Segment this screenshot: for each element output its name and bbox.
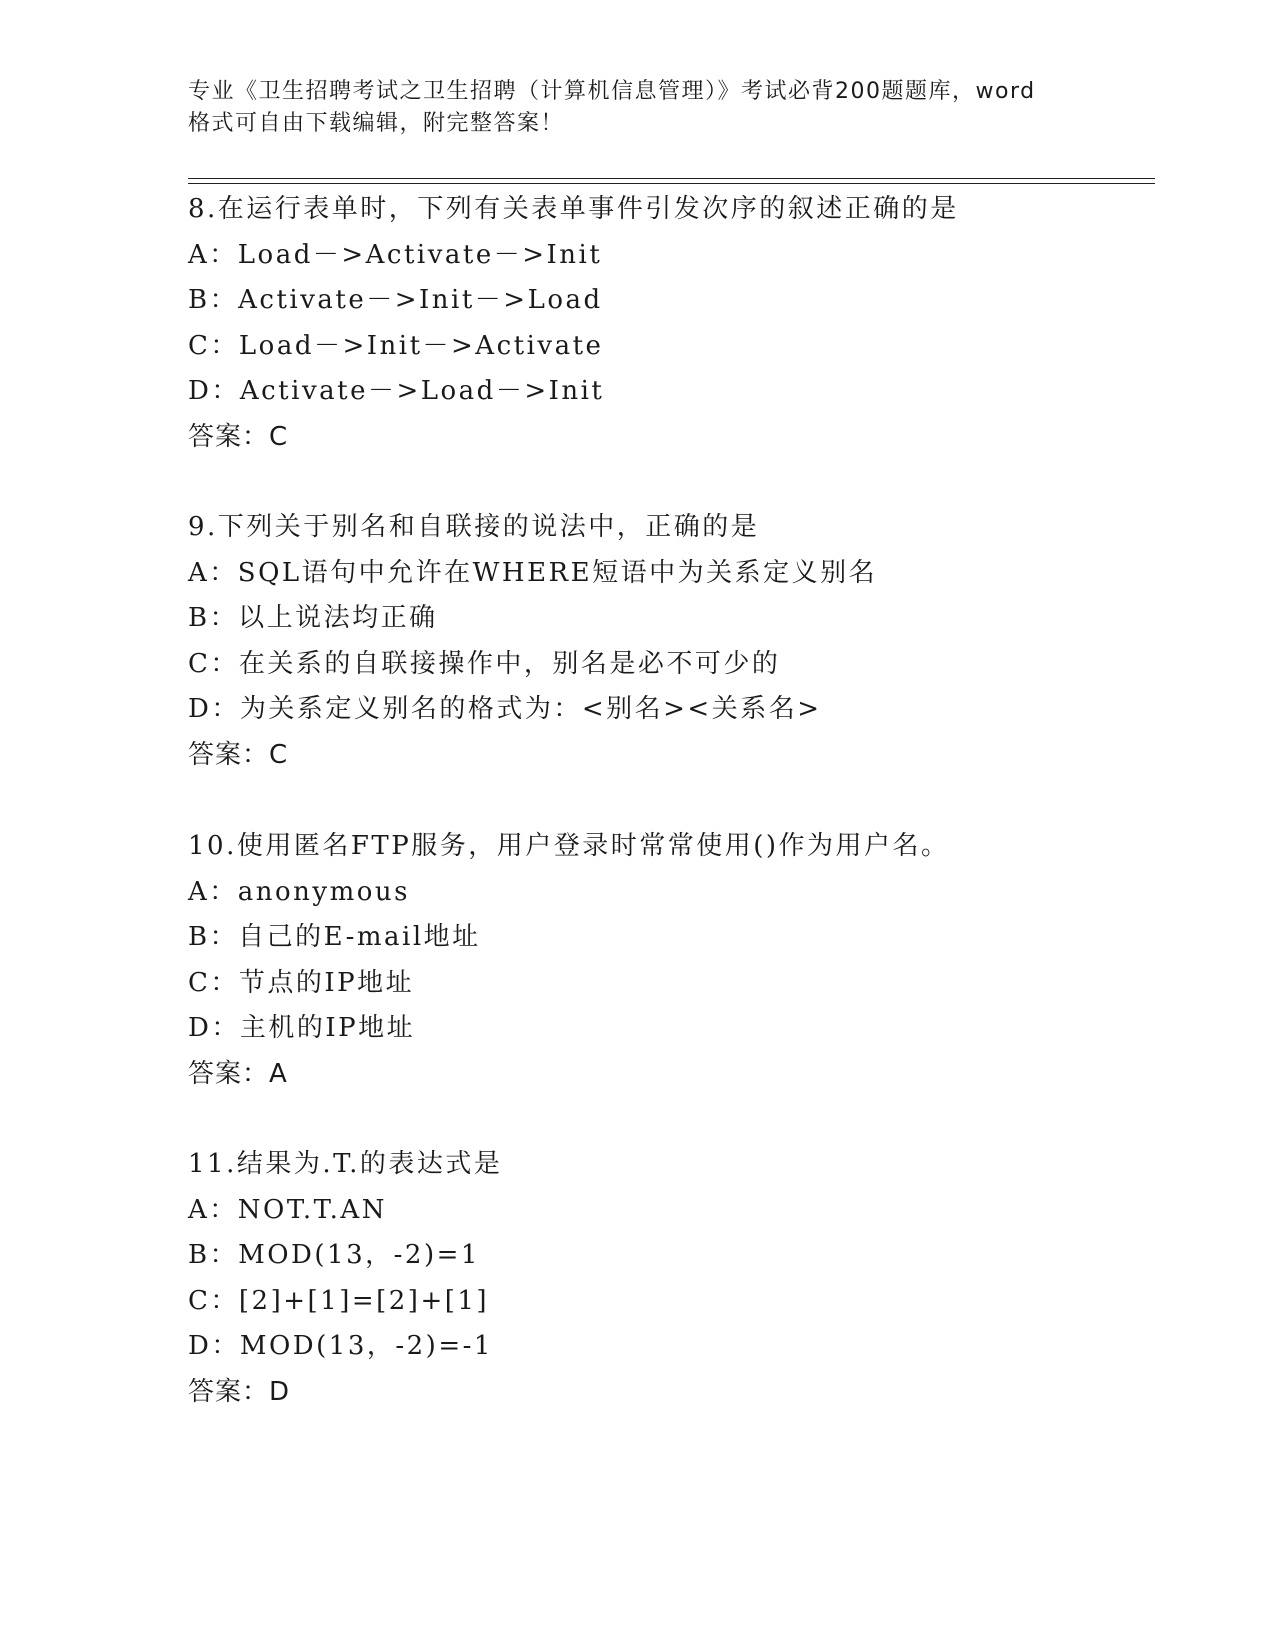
option-c: C：节点的IP地址	[188, 967, 415, 998]
option-d: D：MOD(13，-2)=-1	[188, 1331, 493, 1362]
header-divider-top	[188, 178, 1155, 179]
option-d: D：主机的IP地址	[188, 1013, 416, 1044]
option-a: A：Load－>Activate－>Init	[188, 239, 603, 270]
option-b: B：自己的E-mail地址	[188, 922, 481, 953]
option-a: A：SQL语句中允许在WHERE短语中为关系定义别名	[188, 557, 878, 588]
question-stem: 10.使用匿名FTP服务，用户登录时常常使用()作为用户名。	[188, 831, 950, 861]
question-9	[188, 505, 1148, 779]
header-line-2: 格式可自由下载编辑，附完整答案！	[188, 111, 565, 136]
question-10	[188, 824, 1148, 1098]
option-b: B：Activate－>Init－>Load	[188, 285, 603, 316]
document-header	[188, 76, 1088, 140]
option-a: A：anonymous	[188, 876, 411, 907]
option-b: B：MOD(13，-2)=1	[188, 1240, 480, 1271]
answer-line: 答案：C	[188, 739, 289, 770]
answer-line: 答案：C	[188, 421, 289, 452]
option-c: C：[2]+[1]=[2]+[1]	[188, 1285, 490, 1316]
header-line-1: 专业《卫生招聘考试之卫生招聘（计算机信息管理）》考试必背200题题库，word	[188, 79, 1036, 104]
option-d: D：为关系定义别名的格式为：<别名><关系名>	[188, 694, 822, 725]
answer-line: 答案：D	[188, 1376, 291, 1407]
question-8	[188, 187, 1148, 461]
header-divider-bottom	[188, 183, 1155, 184]
option-a: A：NOT.T.AN	[188, 1194, 387, 1225]
question-stem: 11.结果为.T.的表达式是	[188, 1149, 503, 1179]
question-stem: 9.下列关于别名和自联接的说法中，正确的是	[188, 512, 760, 542]
question-11	[188, 1142, 1148, 1416]
answer-line: 答案：A	[188, 1058, 288, 1089]
option-d: D：Activate－>Load－>Init	[188, 376, 605, 407]
option-c: C：在关系的自联接操作中，别名是必不可少的	[188, 648, 781, 679]
option-b: B：以上说法均正确	[188, 603, 438, 634]
option-c: C：Load－>Init－>Activate	[188, 330, 604, 361]
question-stem: 8.在运行表单时，下列有关表单事件引发次序的叙述正确的是	[188, 194, 959, 224]
